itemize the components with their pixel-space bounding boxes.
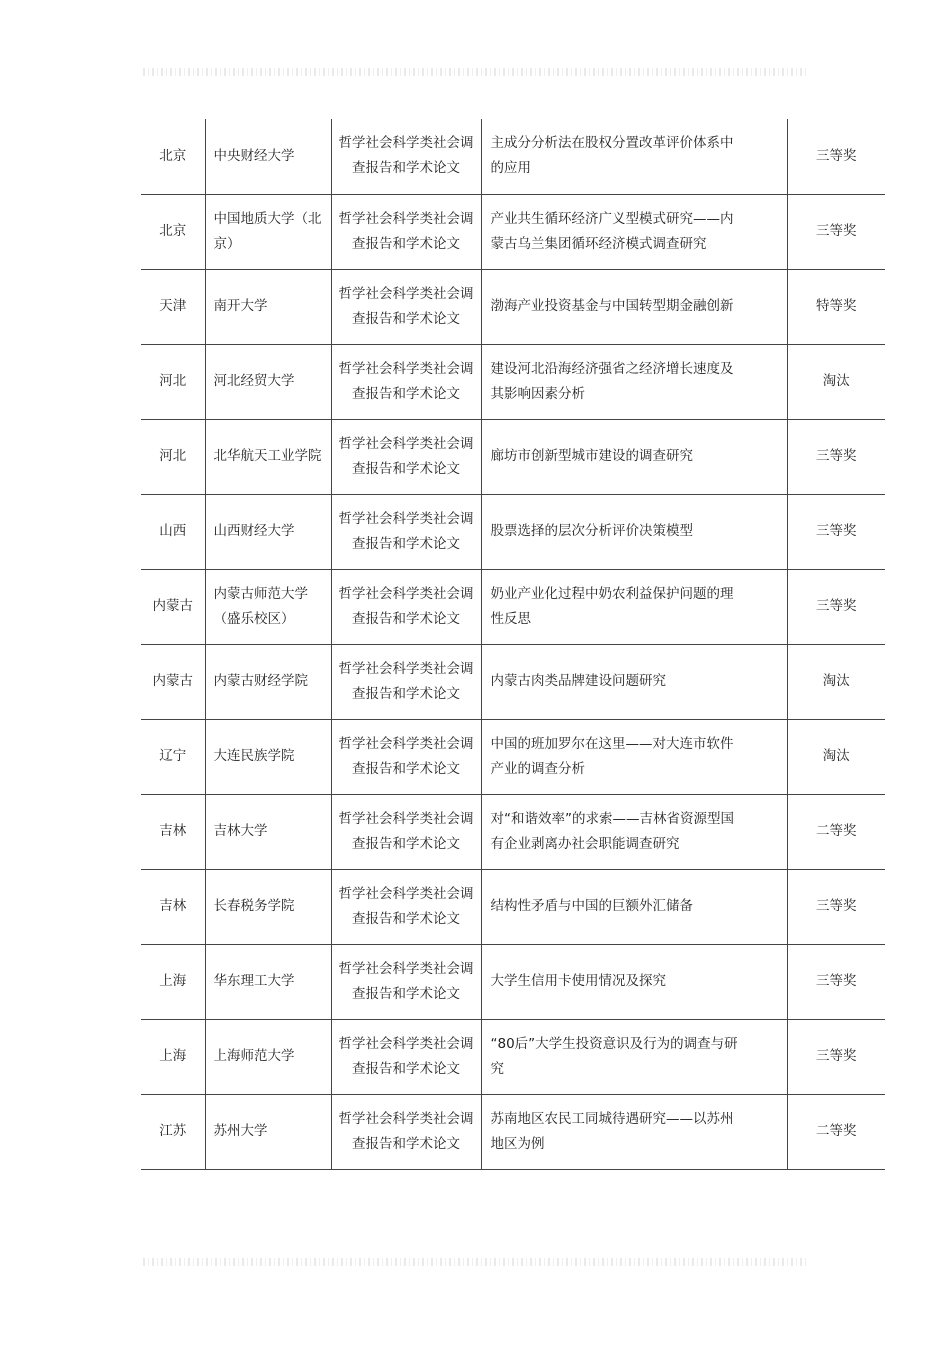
title-cell: 股票选择的层次分析评价决策模型 [481, 494, 787, 569]
table-row [141, 719, 885, 794]
title-cell: 渤海产业投资基金与中国转型期金融创新 [481, 269, 787, 344]
award-cell: 二等奖 [787, 1094, 885, 1169]
table-row [141, 269, 885, 344]
footer-scan-noise [143, 1258, 808, 1266]
school-cell: 河北经贸大学 [205, 344, 331, 419]
region-cell: 内蒙古 [141, 569, 205, 644]
category-cell: 哲学社会科学类社会调查报告和学术论文 [331, 419, 481, 494]
school-cell: 北华航天工业学院 [205, 419, 331, 494]
award-cell: 二等奖 [787, 794, 885, 869]
category-cell: 哲学社会科学类社会调查报告和学术论文 [331, 194, 481, 269]
region-cell: 江苏 [141, 1094, 205, 1169]
award-cell: 淘汰 [787, 344, 885, 419]
award-cell: 三等奖 [787, 944, 885, 1019]
title-cell: 奶业产业化过程中奶农利益保护问题的理性反思 [481, 569, 787, 644]
table-body [141, 119, 885, 1169]
award-cell: 淘汰 [787, 719, 885, 794]
award-cell: 三等奖 [787, 419, 885, 494]
award-cell: 三等奖 [787, 194, 885, 269]
award-cell: 淘汰 [787, 644, 885, 719]
region-cell: 天津 [141, 269, 205, 344]
region-cell: 辽宁 [141, 719, 205, 794]
school-cell: 长春税务学院 [205, 869, 331, 944]
region-cell: 内蒙古 [141, 644, 205, 719]
table-row [141, 194, 885, 269]
award-cell: 三等奖 [787, 869, 885, 944]
region-cell: 吉林 [141, 869, 205, 944]
region-cell: 河北 [141, 344, 205, 419]
region-cell: 吉林 [141, 794, 205, 869]
region-cell: 上海 [141, 1019, 205, 1094]
region-cell: 山西 [141, 494, 205, 569]
category-cell: 哲学社会科学类社会调查报告和学术论文 [331, 1019, 481, 1094]
header-scan-noise [143, 68, 808, 76]
award-cell: 特等奖 [787, 269, 885, 344]
region-cell: 河北 [141, 419, 205, 494]
title-cell: 建设河北沿海经济强省之经济增长速度及其影响因素分析 [481, 344, 787, 419]
school-cell: 山西财经大学 [205, 494, 331, 569]
school-cell: 内蒙古师范大学（盛乐校区） [205, 569, 331, 644]
table-row [141, 119, 885, 194]
award-cell: 三等奖 [787, 494, 885, 569]
table-row [141, 1094, 885, 1169]
table-row [141, 869, 885, 944]
title-cell: 产业共生循环经济广义型模式研究——内蒙古乌兰集团循环经济模式调查研究 [481, 194, 787, 269]
table-row [141, 419, 885, 494]
title-cell: 大学生信用卡使用情况及探究 [481, 944, 787, 1019]
title-cell: 主成分分析法在股权分置改革评价体系中的应用 [481, 119, 787, 194]
school-cell: 中央财经大学 [205, 119, 331, 194]
table-row [141, 1019, 885, 1094]
school-cell: 中国地质大学（北京） [205, 194, 331, 269]
category-cell: 哲学社会科学类社会调查报告和学术论文 [331, 644, 481, 719]
title-cell: “80后”大学生投资意识及行为的调查与研究 [481, 1019, 787, 1094]
school-cell: 上海师范大学 [205, 1019, 331, 1094]
table-row [141, 569, 885, 644]
table-row [141, 344, 885, 419]
award-cell: 三等奖 [787, 1019, 885, 1094]
title-cell: 对“和谐效率”的求索——吉林省资源型国有企业剥离办社会职能调查研究 [481, 794, 787, 869]
region-cell: 上海 [141, 944, 205, 1019]
category-cell: 哲学社会科学类社会调查报告和学术论文 [331, 569, 481, 644]
school-cell: 大连民族学院 [205, 719, 331, 794]
table-row [141, 794, 885, 869]
school-cell: 吉林大学 [205, 794, 331, 869]
category-cell: 哲学社会科学类社会调查报告和学术论文 [331, 794, 481, 869]
school-cell: 内蒙古财经学院 [205, 644, 331, 719]
table-row [141, 944, 885, 1019]
region-cell: 北京 [141, 119, 205, 194]
school-cell: 南开大学 [205, 269, 331, 344]
title-cell: 内蒙古肉类品牌建设问题研究 [481, 644, 787, 719]
title-cell: 廊坊市创新型城市建设的调查研究 [481, 419, 787, 494]
category-cell: 哲学社会科学类社会调查报告和学术论文 [331, 1094, 481, 1169]
table-row [141, 644, 885, 719]
title-cell: 苏南地区农民工同城待遇研究——以苏州地区为例 [481, 1094, 787, 1169]
title-cell: 中国的班加罗尔在这里——对大连市软件产业的调查分析 [481, 719, 787, 794]
award-cell: 三等奖 [787, 569, 885, 644]
school-cell: 苏州大学 [205, 1094, 331, 1169]
category-cell: 哲学社会科学类社会调查报告和学术论文 [331, 944, 481, 1019]
category-cell: 哲学社会科学类社会调查报告和学术论文 [331, 344, 481, 419]
category-cell: 哲学社会科学类社会调查报告和学术论文 [331, 494, 481, 569]
title-cell: 结构性矛盾与中国的巨额外汇储备 [481, 869, 787, 944]
school-cell: 华东理工大学 [205, 944, 331, 1019]
category-cell: 哲学社会科学类社会调查报告和学术论文 [331, 269, 481, 344]
region-cell: 北京 [141, 194, 205, 269]
category-cell: 哲学社会科学类社会调查报告和学术论文 [331, 719, 481, 794]
category-cell: 哲学社会科学类社会调查报告和学术论文 [331, 869, 481, 944]
category-cell: 哲学社会科学类社会调查报告和学术论文 [331, 119, 481, 194]
award-results-table [141, 119, 885, 1170]
award-cell: 三等奖 [787, 119, 885, 194]
table-row [141, 494, 885, 569]
